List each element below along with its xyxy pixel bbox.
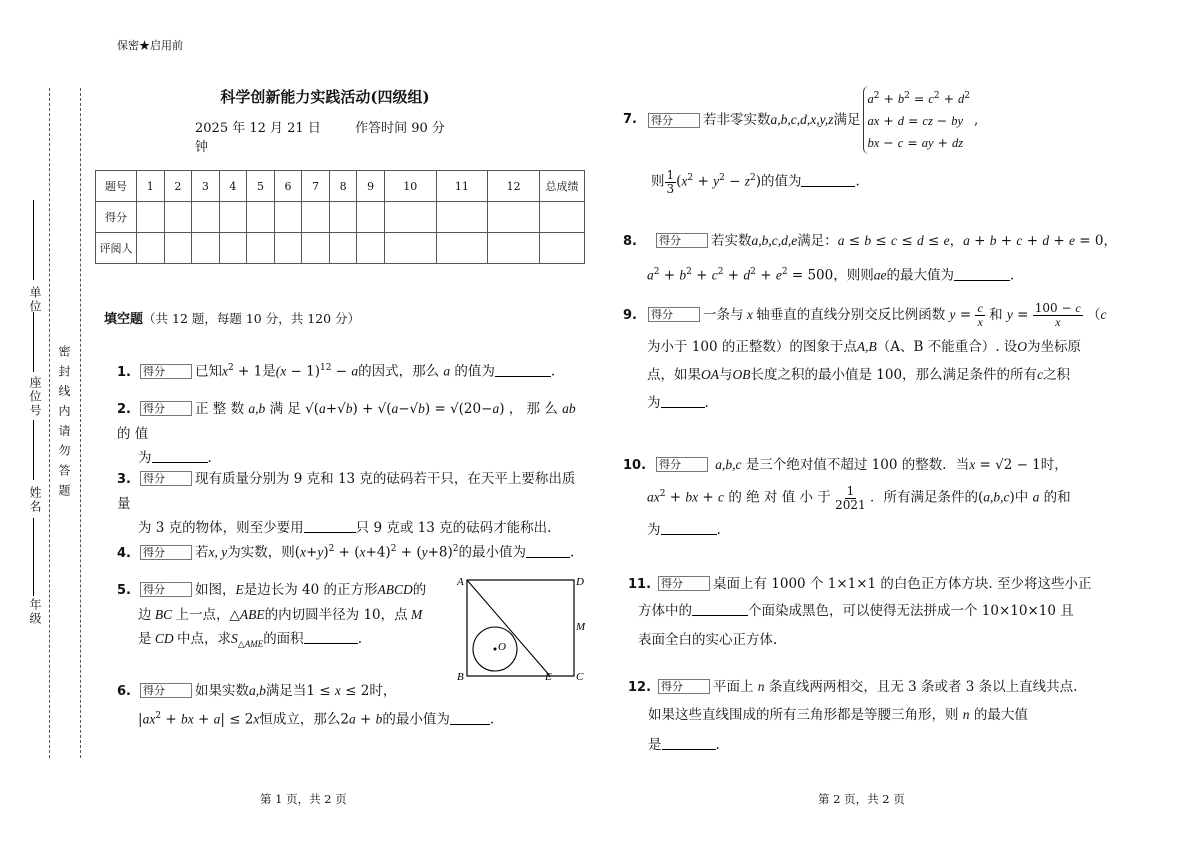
question-7: 7. 得分 若非零实数 a,b,c,d,x,y,z 满足 $a^2 + b^2 = c^2 + d^2$ ax + d = cz − by bx − c = ay + dz , 则 $\frac{1}{3}$ $(x^2 + y^2 - z^2)$的值为 . (623, 86, 1183, 196)
q-text: 是三个绝对值不超过 100 的整数．当 (745, 457, 970, 473)
q-number: 2. (117, 402, 131, 417)
q-text: 的内切圆半径为 10，点 (264, 607, 408, 623)
question-8: 8. 得分 若实数a,b,c,d,e满足：a ≤ b ≤ c ≤ d ≤ e，a + b + c + d + e = 0， $a^2 + b^2 + c^2 + d^2 + e^2 = 500$，则则ae的最大值为 . (623, 229, 1183, 288)
score-cell[interactable] (192, 202, 220, 233)
student-info-fields (27, 200, 41, 630)
q-text: （A、B 不能重合）. 设 (876, 339, 1018, 355)
score-col-total: 总成绩 (540, 171, 585, 202)
q-text: 如果实数 (195, 683, 249, 699)
answer-blank[interactable] (692, 603, 748, 616)
q-text: 表面全白的实心正方体. (638, 632, 778, 648)
q-text: ， (949, 233, 964, 249)
question-6: 6. 得分 如果实数a,b满足当1 ≤ x ≤ 2时， $|ax^2$ + bx + a| ≤ 2x恒成立，那么2a + b的最小值为 . (117, 679, 587, 732)
score-row (96, 202, 585, 233)
q-text: 为 3 克的物体，则至少要用 (138, 520, 304, 536)
score-col: 4 (219, 171, 247, 202)
score-col: 1 (137, 171, 165, 202)
q-text: 的 绝 对 值 小 于 (728, 489, 831, 506)
q-text: 是 (648, 737, 662, 753)
q-text: 如图， (195, 582, 236, 598)
q-text: 桌面上有 1000 个 1×1×1 的白色正方体方块. 至少将这些小正 (713, 576, 1092, 592)
q-number: 4. (117, 545, 131, 561)
answer-blank[interactable] (661, 395, 705, 408)
q-text: 为 (647, 395, 661, 411)
score-box[interactable]: 得分 (140, 401, 192, 416)
score-col: 10 (384, 171, 436, 202)
grader-cell[interactable] (302, 233, 330, 264)
q-number: 1. (117, 364, 131, 380)
q-text: 的值为 (760, 173, 802, 190)
q-text: 长度之积的最小值是 100，那么满足条件的所有 (750, 367, 1038, 383)
q-text: 满足 (833, 112, 861, 129)
score-col: 7 (302, 171, 330, 202)
grader-row-label: 评阅人 (96, 233, 137, 264)
q-text: 已知 (195, 363, 222, 380)
score-table (95, 170, 585, 264)
q-text: 正 整 数 (195, 401, 245, 417)
name-field[interactable] (33, 420, 34, 480)
q-text: 为实数，则 (227, 544, 295, 561)
grader-cell[interactable] (329, 233, 357, 264)
q-text: 现有质量分别为 9 克和 13 克的砝码若干只，在天平上要称出质量 (117, 471, 576, 512)
score-cell[interactable] (137, 202, 165, 233)
score-box[interactable]: 得分 (658, 576, 710, 591)
q-text: 的因式，那么 (358, 363, 440, 380)
score-col: 11 (436, 171, 488, 202)
q-text: 个面染成黑色，可以使得无法拼成一个 10×10×10 且 (748, 603, 1074, 619)
grader-cell[interactable] (164, 233, 192, 264)
page-title: 科学创新能力实践活动(四级组) (220, 88, 430, 106)
section-note: （共 12 题，每题 10 分，共 120 分） (143, 311, 361, 326)
q-text: 若非零实数 (703, 112, 771, 129)
score-box[interactable]: 得分 (140, 582, 192, 597)
square-abcd (467, 580, 574, 676)
q-text: 和 (989, 307, 1003, 323)
q-number: 9. (623, 308, 637, 323)
score-box[interactable]: 得分 (658, 679, 710, 694)
q-text: 边 (138, 607, 152, 623)
score-box[interactable]: 得分 (656, 457, 708, 472)
score-table-header-row (96, 171, 585, 202)
question-3 (117, 467, 587, 540)
grader-cell[interactable] (192, 233, 220, 264)
answer-blank[interactable] (662, 737, 716, 750)
q-text: 若实数 (711, 233, 752, 249)
q-text: 为坐标原 (1027, 339, 1082, 355)
q-text: 若 (195, 544, 209, 561)
answer-blank[interactable] (304, 520, 356, 533)
exam-date: 2025 年 12 月 21 日 (195, 121, 321, 136)
grader-cell[interactable] (540, 233, 585, 264)
grader-cell[interactable] (436, 233, 488, 264)
answer-blank[interactable] (661, 522, 717, 535)
label-m: M (576, 621, 586, 633)
grade-label: 年级 (28, 598, 42, 626)
q-text: 的最大值为 (886, 267, 954, 284)
q-text: 如果这些直线围成的所有三角形都是等腰三角形，则 (648, 707, 959, 723)
q-text: 为小于 100 的正整数）的图象于点 (647, 339, 857, 355)
question-10: 10. 得分 a,b,c 是三个绝对值不超过 100 的整数．当x = √2 − 1时， $ax^2$ + bx + c 的 绝 对 值 小 于 $\frac{1}{2021}$ ．所有满足条件的(a,b,c)中 a 的和 为 . (623, 453, 1183, 542)
score-box[interactable]: 得分 (140, 471, 192, 486)
score-box[interactable]: 得分 (140, 683, 192, 698)
score-cell[interactable] (540, 202, 585, 233)
q-text: 方体中的 (638, 603, 692, 619)
grader-cell[interactable] (247, 233, 275, 264)
q-text: 的面积 (263, 631, 304, 647)
q-text: 平面上 (713, 679, 754, 695)
section-heading (104, 307, 360, 332)
q-text: 为 (138, 450, 152, 466)
score-cell[interactable] (302, 202, 330, 233)
q-text: 中 (1014, 489, 1029, 506)
score-cell[interactable] (357, 202, 385, 233)
unit-field[interactable] (33, 200, 34, 280)
q-text: ．所有满足条件的 (869, 489, 978, 506)
footer-left-page-number: 第 1 页，共 2 页 (260, 792, 347, 806)
segment-ae (467, 580, 550, 676)
q-number: 3. (117, 472, 131, 487)
footer-right-page-number: 第 2 页，共 2 页 (818, 792, 905, 806)
q-text: 的 值 (117, 426, 149, 442)
grade-field[interactable] (33, 518, 34, 596)
score-box[interactable]: 得分 (648, 307, 700, 322)
q-text: 之积 (1043, 367, 1071, 383)
score-col: 12 (488, 171, 540, 202)
score-col: 6 (274, 171, 302, 202)
q-text: 满足： (797, 233, 838, 249)
answer-blank[interactable] (304, 631, 358, 644)
q-text: 中点，求 (177, 631, 232, 647)
seal-line-notice: 密 封 线 内 请 勿 答 题 (57, 345, 71, 498)
score-cell[interactable] (436, 202, 488, 233)
question-12: 12. 得分 平面上 n 条直线两两相交，且无 3 条或者 3 条以上直线共点. 如果这些直线围成的所有三角形都是等腰三角形，则 n 的最大值 是 . (628, 675, 1183, 760)
q-text: 只 9 克或 13 克的砝码才能称出. (355, 520, 552, 536)
label-c: C (576, 671, 584, 683)
score-table-header-label: 题号 (96, 171, 137, 202)
q-text: 一条与 (703, 307, 744, 323)
question-1: 1. 得分 已知$x^2 + 1$是$(x - 1)^{12} - a$的因式，那么 a 的值为 . (117, 356, 577, 385)
score-col: 5 (247, 171, 275, 202)
unit-label: 单位 (28, 286, 42, 314)
q-text: 的最小值为 (458, 544, 526, 561)
seat-label: 座位号 (28, 376, 42, 418)
q-number: 8. (623, 234, 637, 249)
score-cell[interactable] (329, 202, 357, 233)
q-text: ，则 (833, 267, 861, 284)
question-11 (628, 572, 1183, 655)
score-col: 3 (192, 171, 220, 202)
q-text: 恒成立，那么 (259, 711, 341, 728)
score-cell[interactable] (247, 202, 275, 233)
seat-field[interactable] (33, 312, 34, 372)
score-box[interactable]: 得分 (140, 545, 192, 560)
answer-blank[interactable] (495, 364, 551, 377)
q-text: ， 那 么 (508, 401, 558, 417)
question-5: 5. 得分 如图，E是边长为 40 的正方形ABCD的 边 BC 上一点，△ABE的内切圆半径为 10，点 M 是 CD 中点，求$S_{\triangle AME}$的面积 . (117, 578, 457, 657)
score-cell[interactable] (488, 202, 540, 233)
section-title: 填空题 (104, 312, 144, 327)
q-text: 则 (651, 173, 665, 190)
grader-cell[interactable] (274, 233, 302, 264)
q-text: 轴垂直的直线分别交反比例函数 (756, 307, 946, 323)
q-text: 的最小值为 (382, 711, 450, 728)
answer-blank[interactable] (152, 450, 208, 463)
q-text: 的最大值 (973, 707, 1028, 723)
q-text: 与 (719, 367, 733, 383)
score-cell[interactable] (274, 202, 302, 233)
score-cell[interactable] (219, 202, 247, 233)
grader-cell[interactable] (357, 233, 385, 264)
answer-blank[interactable] (801, 174, 855, 187)
confidential-header: 保密★启用前 (117, 39, 183, 52)
square-geometry-figure (455, 572, 590, 684)
grader-row (96, 233, 585, 264)
label-a: A (457, 576, 464, 588)
answer-blank[interactable] (954, 268, 1010, 281)
grader-cell[interactable] (137, 233, 165, 264)
question-4: 4. 得分 若x, y为实数，则$(x+y)^2 + (x+4)^2 + (y+8)^2$的最小值为 . (117, 537, 587, 566)
incircle-center (494, 648, 497, 651)
score-col: 8 (329, 171, 357, 202)
score-col: 9 (357, 171, 385, 202)
question-9: 9. 得分 一条与 x 轴垂直的直线分别交反比例函数 y = $\frac{c}{x}$ 和 y = $\frac{100 - c}{x}$ （c 为小于 100 的正整数）的图象于点A,B（A、B 不能重合）. 设O为坐标原 点，如果OA与OB长度之积的最小值是 100，那么满足条件的所有c之积 为 . (623, 301, 1107, 411)
equation-system: $a^2 + b^2 = c^2 + d^2$ ax + d = cz − by bx − c = ay + dz (863, 86, 971, 154)
q-text: 时， (1040, 457, 1068, 473)
label-o: O (498, 641, 506, 653)
q-number: 7. (623, 112, 637, 128)
q-number: 5. (117, 583, 131, 598)
score-col: 2 (164, 171, 192, 202)
question-2: 2. 得分 正 整 数 a,b 满 足 √(a+√b) + √(a−√b) = √(20−a) ， 那 么 ab 的 值 为 . (117, 397, 587, 470)
score-box[interactable]: 得分 (648, 113, 700, 128)
score-cell[interactable] (164, 202, 192, 233)
q-number: 6. (117, 684, 131, 699)
q-text: 上一点，△ (175, 607, 240, 623)
q-text: 的值为 (454, 363, 495, 380)
grader-cell[interactable] (384, 233, 436, 264)
date-line (195, 117, 455, 155)
answer-blank[interactable] (526, 545, 570, 558)
label-b: B (457, 671, 464, 683)
q-text: 是边长为 40 的正方形 (243, 582, 378, 598)
binding-dashed-line-inner (80, 88, 81, 758)
q-text: 满 足 (269, 401, 301, 417)
exam-duration: 作答时间 90 分钟 (195, 121, 445, 155)
q-text: 满足当 (265, 683, 307, 699)
q-text: 为 (647, 521, 661, 538)
q-text: 时， (369, 683, 397, 699)
q-number: 12. (628, 680, 652, 695)
score-row-label: 得分 (96, 202, 137, 233)
binding-dashed-line-outer (49, 88, 50, 758)
grader-cell[interactable] (488, 233, 540, 264)
name-label: 姓名 (28, 486, 42, 514)
q-text: 的和 (1043, 489, 1071, 506)
label-e: E (545, 671, 552, 683)
score-box[interactable]: 得分 (656, 233, 708, 248)
q-text: 的 (412, 582, 427, 598)
answer-blank[interactable] (450, 712, 490, 725)
q-text: 是 (138, 631, 152, 647)
score-cell[interactable] (384, 202, 436, 233)
q-text: 条直线两两相交，且无 3 条或者 3 条以上直线共点. (768, 679, 1078, 695)
label-d: D (576, 576, 584, 588)
q-number: 11. (628, 577, 652, 592)
q-text: 是 (262, 363, 276, 380)
q-text: 点，如果 (647, 367, 701, 383)
q-number: 10. (623, 458, 647, 473)
q-text: （ (1087, 307, 1101, 323)
score-box[interactable]: 得分 (140, 364, 192, 379)
grader-cell[interactable] (219, 233, 247, 264)
